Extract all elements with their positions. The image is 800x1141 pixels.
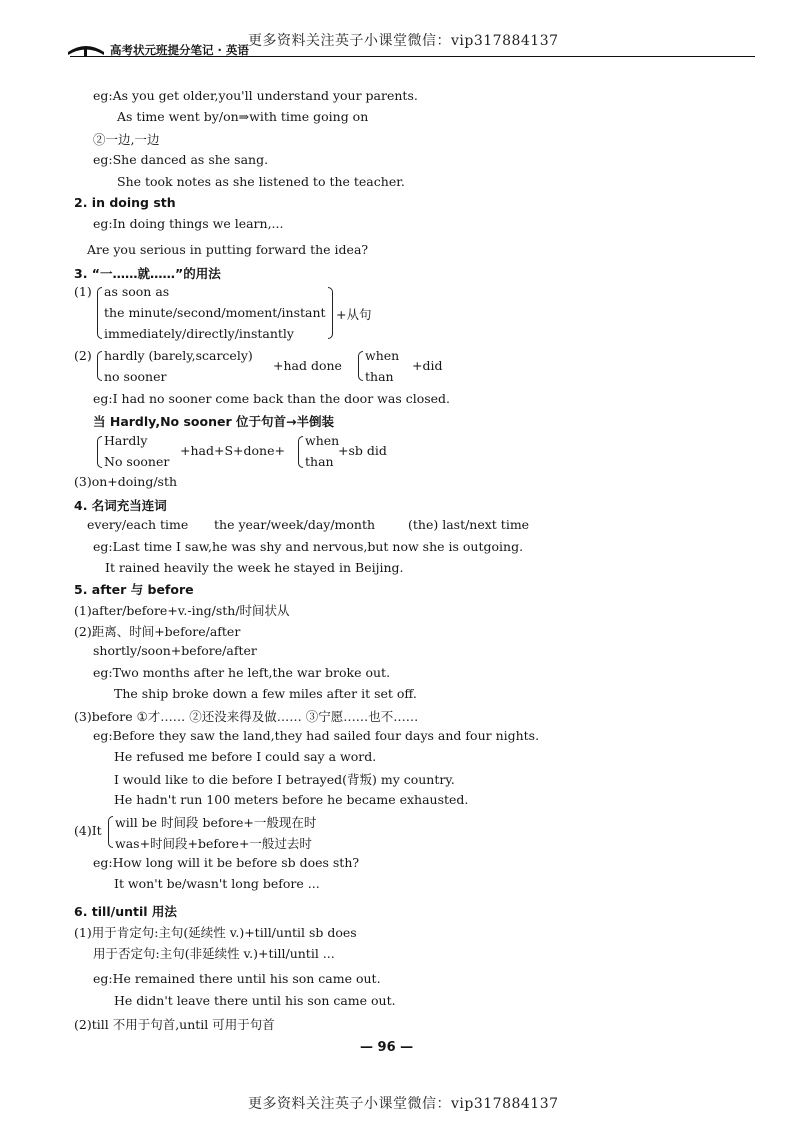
text-line: shortly/soon+before/after [93, 643, 257, 658]
brace-tail: +sb did [338, 443, 387, 458]
left-brace [97, 287, 102, 339]
brace-item: as soon as [104, 284, 170, 299]
brace-item: will be 时间段 before+一般现在时 [115, 815, 317, 830]
watermark-bottom: 更多资料关注英子小课堂微信：vip317884137 [248, 1096, 559, 1112]
example-item: every/each time [87, 517, 189, 532]
left-brace [97, 351, 102, 381]
section-heading: 3. “一……就……”的用法 [74, 266, 221, 281]
example-line: Are you serious in putting forward the idea? [87, 242, 369, 257]
brace-item: than [305, 454, 334, 469]
left-brace [108, 816, 113, 848]
left-brace [97, 436, 102, 468]
text-line: (3)before ①才…… ②还没来得及做…… ③宁愿……也不…… [74, 709, 419, 724]
watermark-top: 更多资料关注英子小课堂微信：vip317884137 [248, 33, 559, 49]
left-brace [358, 351, 363, 381]
rule-note: 当 Hardly,No sooner 位于句首→半倒装 [93, 414, 334, 429]
section-heading: 5. after 与 before [74, 582, 194, 597]
example-line: eg:Last time I saw,he was shy and nervous,but now she is outgoing. [93, 539, 524, 554]
text-line: (2)距离、时间+before/after [74, 624, 241, 639]
section-heading: 6. till/until 用法 [74, 904, 177, 919]
book-logo-icon [66, 40, 106, 56]
brace-item: the minute/second/moment/instant [104, 305, 326, 320]
text-line: (1)用于肯定句:主句(延续性 v.)+till/until sb does [74, 925, 357, 940]
brace-middle: +had+S+done+ [180, 443, 285, 458]
page-number: — 96 — [360, 1040, 414, 1055]
brace-tail: +did [412, 358, 443, 373]
brace-item: Hardly [104, 433, 148, 448]
example-line: She took notes as she listened to the teacher. [117, 174, 405, 189]
section-heading: 2. in doing sth [74, 195, 176, 210]
brace-item: when [365, 348, 400, 363]
example-item: (the) last/next time [408, 517, 530, 532]
brace-item: No sooner [104, 454, 170, 469]
example-line: As time went by/on⇒with time going on [117, 109, 369, 124]
header-rule [70, 56, 755, 57]
example-line: eg:Before they saw the land,they had sailed four days and four nights. [93, 728, 540, 743]
example-line: eg:I had no sooner come back than the door was closed. [93, 391, 451, 406]
brace-middle: +had done [273, 358, 342, 373]
text-line: 用于否定句:主句(非延续性 v.)+till/until ... [93, 946, 335, 961]
left-brace [298, 436, 303, 468]
example-line: eg:Two months after he left,the war broke out. [93, 665, 391, 680]
example-line: eg:She danced as she sang. [93, 152, 269, 167]
example-line: I would like to die before I betrayed(背叛) my country. [114, 772, 455, 787]
example-line: It won't be/wasn't long before ... [114, 876, 320, 891]
text-line: ②一边,一边 [93, 132, 160, 147]
right-brace [328, 287, 333, 339]
example-line: The ship broke down a few miles after it set off. [114, 686, 417, 701]
brace-item: hardly (barely,scarcely) [104, 348, 253, 363]
example-line: It rained heavily the week he stayed in Beijing. [105, 560, 404, 575]
text-line: (3)on+doing/sth [74, 474, 178, 489]
brace-tail: +从句 [336, 307, 372, 322]
brace-item: than [365, 369, 394, 384]
header-title: 高考状元班提分笔记 · 英语 [110, 43, 249, 57]
example-line: He hadn't run 100 meters before he became exhausted. [114, 792, 469, 807]
example-line: He refused me before I could say a word. [114, 749, 377, 764]
text-line: (2)till 不用于句首,until 可用于句首 [74, 1017, 275, 1032]
text-line: (1)after/before+v.-ing/sth/时间状从 [74, 603, 290, 618]
item-label: (2) [74, 348, 92, 363]
brace-item: was+时间段+before+一般过去时 [115, 836, 312, 851]
brace-item: when [305, 433, 340, 448]
example-line: eg:In doing things we learn,... [93, 216, 284, 231]
example-line: eg:He remained there until his son came out. [93, 971, 381, 986]
section-heading: 4. 名词充当连词 [74, 498, 167, 513]
brace-item: immediately/directly/instantly [104, 326, 294, 341]
example-line: eg:As you get older,you'll understand your parents. [93, 88, 418, 103]
item-label: (4)It [74, 823, 102, 838]
brace-item: no sooner [104, 369, 167, 384]
item-label: (1) [74, 284, 92, 299]
example-line: eg:How long will it be before sb does sth? [93, 855, 360, 870]
example-line: He didn't leave there until his son came out. [114, 993, 396, 1008]
example-item: the year/week/day/month [214, 517, 376, 532]
